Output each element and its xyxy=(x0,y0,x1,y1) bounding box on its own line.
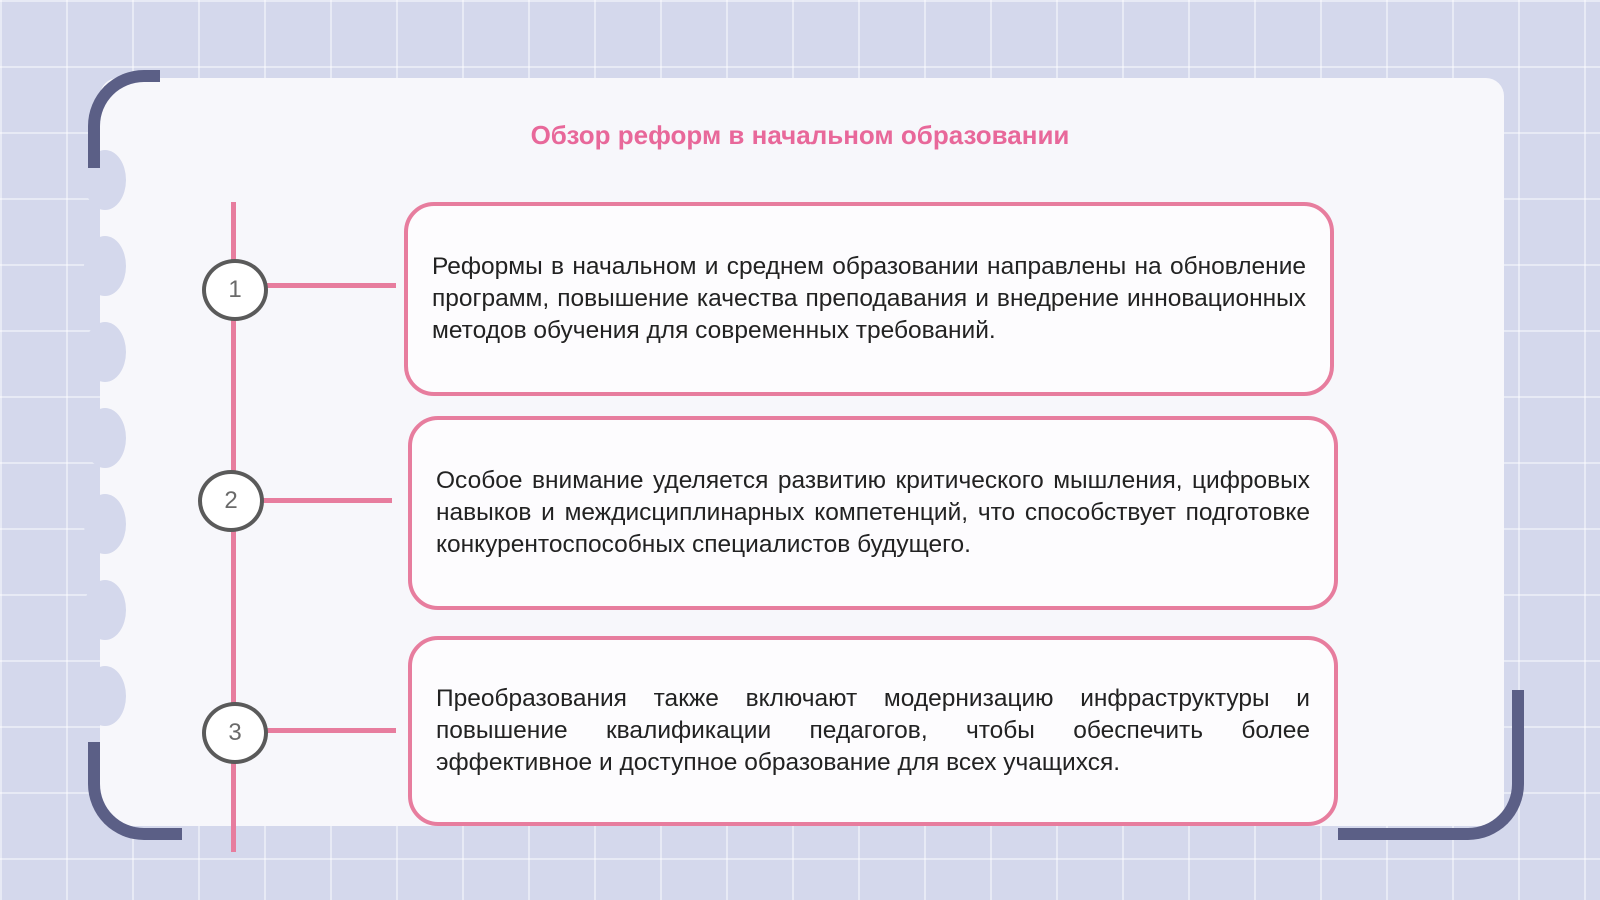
corner-bracket-top-left xyxy=(88,70,160,168)
reform-card-text: Преобразования также включают модернизацию инфраструктуры и повышение квалификации педагогов, чтобы обеспечить более эффективное и доступное образование для всех учащихся. xyxy=(436,685,1310,776)
step-number-circle: 1 xyxy=(202,259,268,321)
timeline-connector xyxy=(262,283,396,288)
reform-card-text: Особое внимание уделяется развитию критического мышления, цифровых навыков и междисциплинарных компетенций, что способствует подготовке конкурентоспособных специалистов будущего. xyxy=(436,467,1310,558)
slide-title: Обзор реформ в начальном образовании xyxy=(530,120,1070,150)
card-edge-scallop xyxy=(84,666,126,726)
card-edge-scallop xyxy=(84,236,126,296)
card-edge-scallop xyxy=(84,322,126,382)
corner-bracket-bottom-left xyxy=(88,742,182,840)
corner-bracket-bottom-right xyxy=(1338,690,1524,840)
reform-card-text: Реформы в начальном и среднем образовании направлены на обновление программ, повышение качества преподавания и внедрение инновационных методов обучения для современных требований. xyxy=(432,253,1306,344)
reform-card xyxy=(408,636,1338,826)
timeline-connector xyxy=(262,728,396,733)
card-edge-scallop xyxy=(84,494,126,554)
reform-card xyxy=(404,202,1334,396)
step-number-circle: 2 xyxy=(198,470,264,532)
card-edge-scallop xyxy=(84,408,126,468)
timeline-connector xyxy=(258,498,392,503)
step-number-circle: 3 xyxy=(202,702,268,764)
card-edge-scallop xyxy=(84,580,126,640)
reform-card xyxy=(408,416,1338,610)
